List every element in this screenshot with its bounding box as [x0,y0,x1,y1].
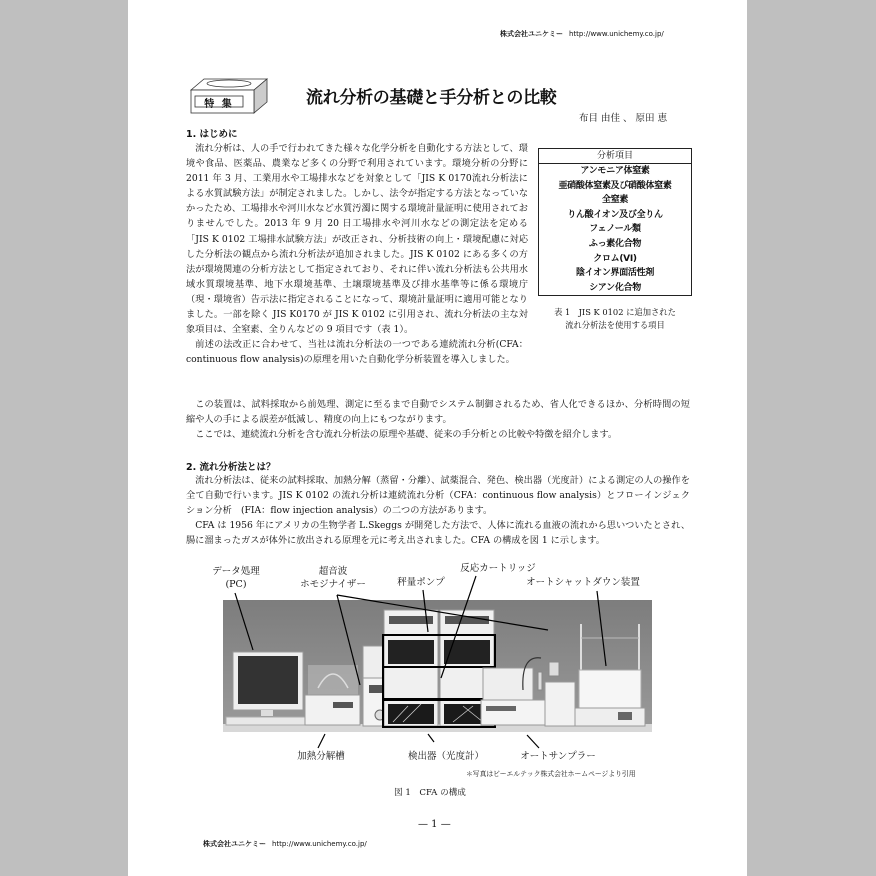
section-1-paragraph-4: ここでは、連続流れ分析を含む流れ分析法の原理や基礎、従来の手分析との比較や特徴を紹介します。 [195,429,618,441]
label-data-processing: データ処理 (PC) [212,566,260,590]
table-row: 陰イオン界面活性剤 [575,268,655,279]
label-cartridge: 反応カートリッジ [460,563,536,574]
table-row: 亜硝酸体窒素及び硝酸体窒素 [558,180,672,191]
section-1-paragraph-3: この装置は、試料採取から前処理、測定に至るまで自動でシステム制御されるため、省人化できるほか、分析時間の短縮や人の手による誤差が低減し、精度の向上にもつながります。 [186,399,690,426]
running-footer [203,839,367,849]
label-digestion-bath: 加熱分解槽 [297,751,345,762]
section-1-heading: 1. はじめに [186,129,238,140]
table-1-caption: 表 1 JIS K 0102 に追加された 流れ分析法を使用する項目 [554,307,676,330]
document-page [128,0,747,876]
figure-pointer-lines [128,0,747,876]
section-2-paragraph-1: 流れ分析法は、従来の試料採取、加熱分解（蒸留・分離）、試薬混合、発色、検出器（光度計）による測定の人の操作を全て自動で行います。JIS K 0102 の流れ分析は連続流れ分析（CFA：continuous flow analysis）とフローインジェクション分析 (FIA：flow injection analysis）の二つの方法があります。 [186,475,690,517]
article-authors: 布目 由佳 、 原田 恵 [579,113,668,124]
table-row: りん酸イオン及び全りん [567,209,663,220]
footer-company: 株式会社ユニケミー [203,840,266,848]
label-homogenizer: 超音波 ホモジナイザー [300,566,366,590]
figure-1 [128,0,747,876]
table-row: ふっ素化合物 [588,238,642,249]
article-title: 流れ分析の基礎と手分析との比較 [306,88,557,108]
page-number: — 1 — [418,819,451,830]
label-detector: 検出器（光度計） [407,751,484,762]
label-pump: 秤量ポンプ [397,577,445,588]
feature-label: 特 集 [204,99,234,110]
section-1-paragraph-2: 前述の法改正に合わせて、当社は流れ分析法の一つである連続流れ分析(CFA：continuous flow analysis)の原理を用いた自動化学分析装置を導入しました。 [186,339,528,366]
table-row: シアン化合物 [589,282,641,293]
footer-url[interactable]: http://www.unichemy.co.jp/ [272,840,367,848]
label-autosampler: オートサンプラー [520,751,596,762]
table-header: 分析項目 [539,149,691,164]
section-1-paragraph-1: 流れ分析は、人の手で行われてきた様々な化学分析を自動化する方法として、環境や食品、医薬品、農業など多くの分野で利用されています。環境分析の分野に 2011 年 3 月、工業用水や工場排水などを対象として「JIS K 0170流れ分析法による水質試験方法」が制定されました。しかし、法令が指定する方法となっていなかったため、工場排水や河川水など水質汚濁に関する環境計量証明に使用されておりませんでした。2013 年 9 月 20 日工場排水や河川水などの測定法を定める「JIS K 0102 工場排水試験方法」が改正され、分析技術の向上・環境配慮に対応した分析法の観点から流れ分析法が追加されました。JIS K 0102 にある多くの方法が環境関連の分析方法として指定されており、それに伴い流れ分析法も公共用水域水質環境基準、地下水環境基準、土壌環境基準及び排水基準等に係る環境庁（現・環境省）告示法に指定されることになって、環境計量証明に適用可能となりました。一部を除く JIS K0170 が JIS K 0102 に引用され、流れ分析法の主な対象項目は、全窒素、全りんなどの 9 項目です（表 1）。 [186,143,529,336]
header-company: 株式会社ユニケミー [500,30,563,38]
section-2-paragraph-2: CFA は 1956 年にアメリカの生物学者 L.Skeggs が開発した方法で、人体に流れる血液の流れから思いついたとされ、腸に溜まったガスが体外に放出される原理を元に考え出されました。CFA の構成を図 1 に示します。 [186,520,691,547]
table-row: クロム(VI) [593,253,637,264]
label-auto-shutdown: オートシャットダウン装置 [526,577,640,588]
table-row: アンモニア体窒素 [580,166,650,176]
table-row: 全窒素 [601,195,629,206]
table-row: フェノール類 [589,224,641,235]
section-2-heading: 2. 流れ分析法とは？ [186,462,276,473]
photo-credit-note: ＊写真はビーエルテック株式会社ホームページより引用 [466,770,636,778]
header-url[interactable]: http://www.unichemy.co.jp/ [569,30,664,38]
figure-1-caption: 図 1 CFA の構成 [394,788,466,798]
